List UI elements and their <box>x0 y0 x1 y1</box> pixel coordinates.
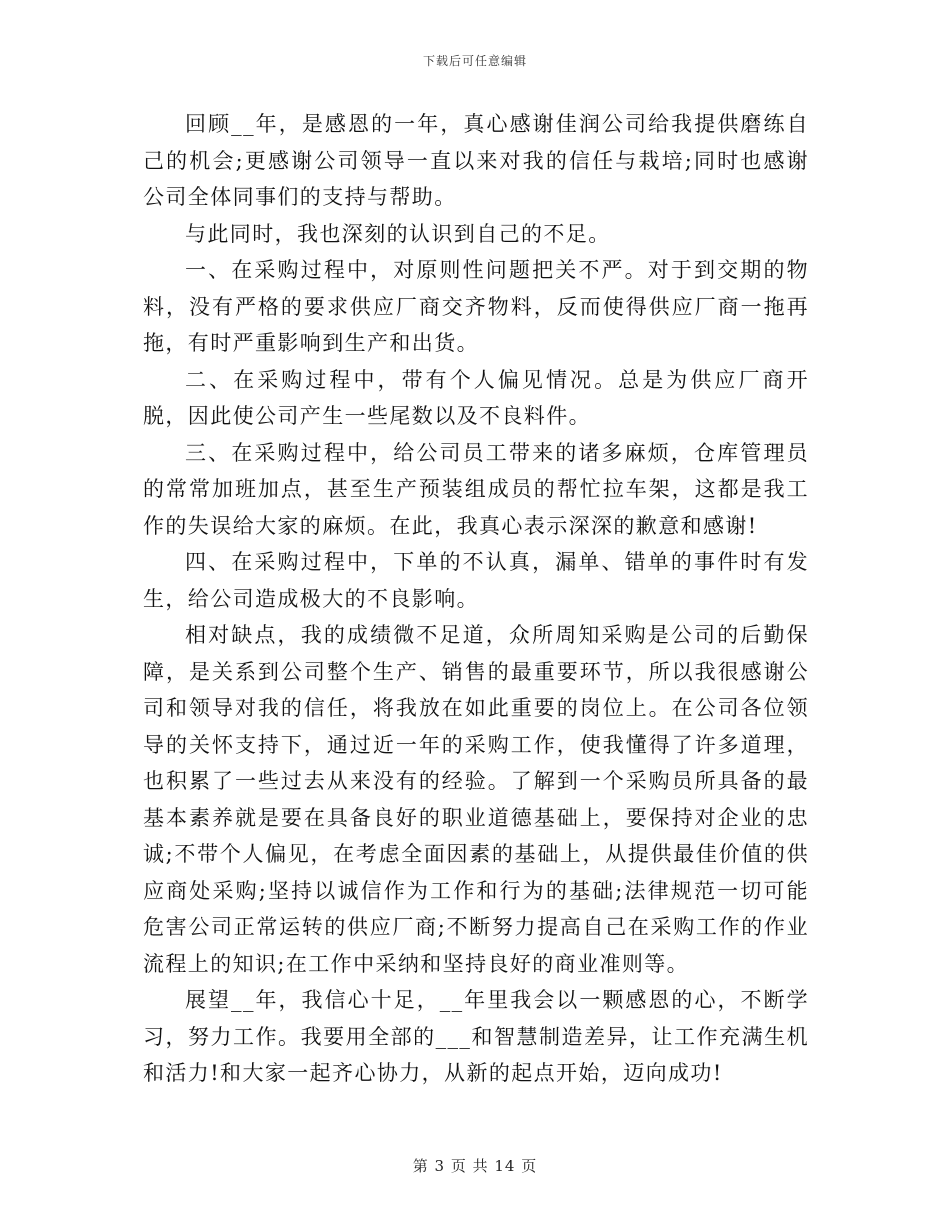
paragraph-point-four: 四、在采购过程中，下单的不认真，漏单、错单的事件时有发生，给公司造成极大的不良影响。 <box>143 550 809 611</box>
paragraph-point-one: 一、在采购过程中，对原则性问题把关不严。对于到交期的物料，没有严格的要求供应厂商交齐物料，反而使得供应厂商一拖再拖，有时严重影响到生产和出货。 <box>143 258 809 355</box>
paragraph-achievements: 相对缺点，我的成绩微不足道，众所周知采购是公司的后勤保障，是关系到公司整个生产、销售的最重要环节，所以我很感谢公司和领导对我的信任，将我放在如此重要的岗位上。在公司各位领导的关怀支持下，通过近一年的采购工作，使我懂得了许多道理，也积累了一些过去从来没有的经验。了解到一个采购员所具备的最基本素养就是要在具备良好的职业道德基础上，要保持对企业的忠诚;不带个人偏见，在考虑全面因素的基础上，从提供最佳价值的供应商处采购;坚持以诚信作为工作和行为的基础;法律规范一切可能危害公司正常运转的供应厂商;不断努力提高自己在采购工作的作业流程上的知识;在工作中采纳和坚持良好的商业准则等。 <box>143 623 809 976</box>
paragraph-shortcomings-intro: 与此同时，我也深刻的认识到自己的不足。 <box>185 221 611 246</box>
paragraph-outlook: 展望__年，我信心十足，__年里我会以一颗感恩的心，不断学习，努力工作。我要用全部的___和智慧制造差异，让工作充满生机和活力!和大家一起齐心协力，从新的起点开始，迈向成功! <box>143 988 809 1085</box>
document-body <box>143 106 809 1092</box>
paragraph-review: 回顾__年，是感恩的一年，真心感谢佳润公司给我提供磨练自己的机会;更感谢公司领导一直以来对我的信任与栽培;同时也感谢公司全体同事们的支持与帮助。 <box>143 112 809 209</box>
page-number: 第 3 页 共 14 页 <box>412 1157 538 1175</box>
paragraph-point-three: 三、在采购过程中，给公司员工带来的诸多麻烦，仓库管理员的常常加班加点，甚至生产预装组成员的帮忙拉车架，这都是我工作的失误给大家的麻烦。在此，我真心表示深深的歉意和感谢! <box>143 440 809 538</box>
page-header-note: 下载后可任意编辑 <box>422 54 527 68</box>
paragraph-point-two: 二、在采购过程中，带有个人偏见情况。总是为供应厂商开脱，因此使公司产生一些尾数以及不良料件。 <box>143 367 809 428</box>
